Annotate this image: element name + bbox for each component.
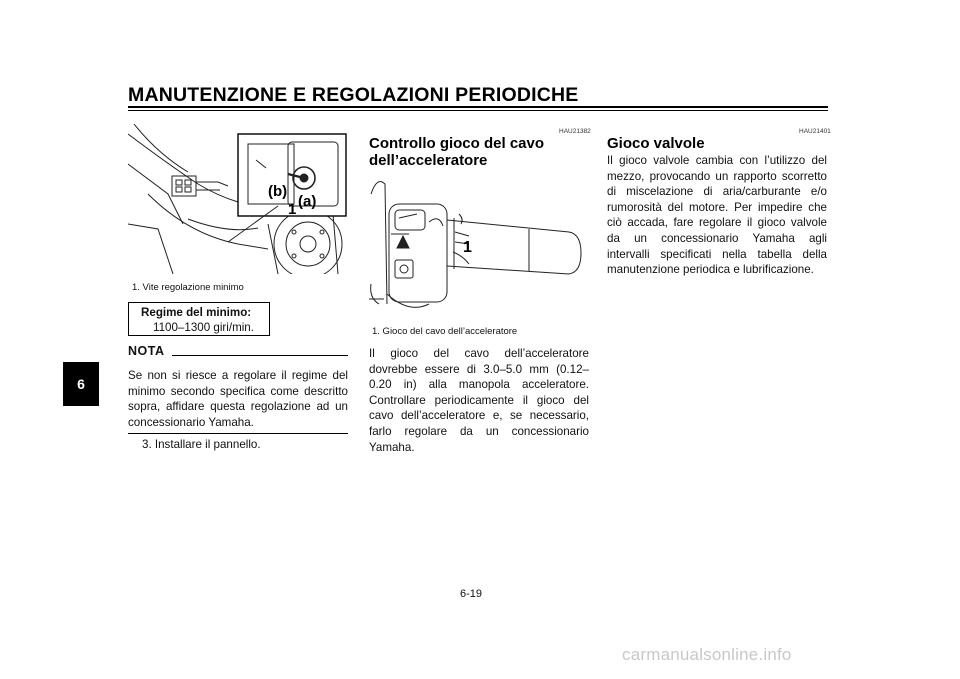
figure-caption-throttle: 1. Gioco del cavo dell’acceleratore <box>372 326 518 337</box>
section-title-throttle <box>369 136 589 169</box>
watermark: carmanualsonline.info <box>622 645 792 664</box>
nota-heading: NOTA <box>128 344 165 358</box>
callout-a: (a) <box>298 193 317 210</box>
page-title: MANUTENZIONE E REGOLAZIONI PERIODICHE <box>128 84 579 106</box>
valves-body: Il gioco valvole cambia con l’utilizzo del mezzo, provocando un rapporto scorretto di miscelazione di aria/carburante e/o rumorosità del motore. Per impedire che ciò accada, fare regolare il gioco valvole da un concessionario Yamaha agli intervalli specificati nella tabella della manutenzione periodica e lubrificazione. <box>607 154 827 277</box>
nota-rule <box>172 355 348 356</box>
throttle-illustration <box>369 174 591 316</box>
step-3: 3. Installare il pannello. <box>142 438 261 451</box>
figure-caption-idle: 1. Vite regolazione minimo <box>132 282 244 293</box>
page-number: 6-19 <box>460 588 483 600</box>
nota-end-rule <box>128 433 348 434</box>
title-rule <box>128 106 828 108</box>
nota-text: Se non si riesce a regolare il regime del minimo secondo specifica come descritto sopra, affidare questa regolazione ad un concessionario Yamaha. <box>128 369 348 429</box>
callout-1: 1 <box>288 201 297 218</box>
idle-screw-figure <box>128 124 350 274</box>
spec-value: 1100–1300 giri/min. <box>153 321 254 334</box>
section-title-line1: Controllo gioco del cavo <box>369 135 545 152</box>
idle-screw-illustration <box>128 124 350 274</box>
chapter-tab: 6 <box>63 362 99 406</box>
section-title-line2: dell’acceleratore <box>369 151 488 169</box>
title-rule-thin <box>128 110 828 111</box>
section-code: HAU21382 <box>559 128 591 135</box>
section-code-valves: HAU21401 <box>799 128 831 135</box>
throttle-body: Il gioco del cavo dell’acceleratore dovrebbe essere di 3.0–5.0 mm (0.12–0.20 in) alla manopola acceleratore. Controllare periodicamente il gioco del cavo dell’acceleratore e, se necessario, farlo regolare da un concessionario Yamaha. <box>369 347 589 454</box>
callout-b: (b) <box>268 183 288 200</box>
throttle-figure <box>369 174 591 316</box>
spec-label: Regime del minimo: <box>141 306 252 319</box>
callout-1-throttle: 1 <box>463 239 472 256</box>
section-title-valves: Gioco valvole <box>607 135 705 152</box>
spec-box <box>128 302 270 336</box>
